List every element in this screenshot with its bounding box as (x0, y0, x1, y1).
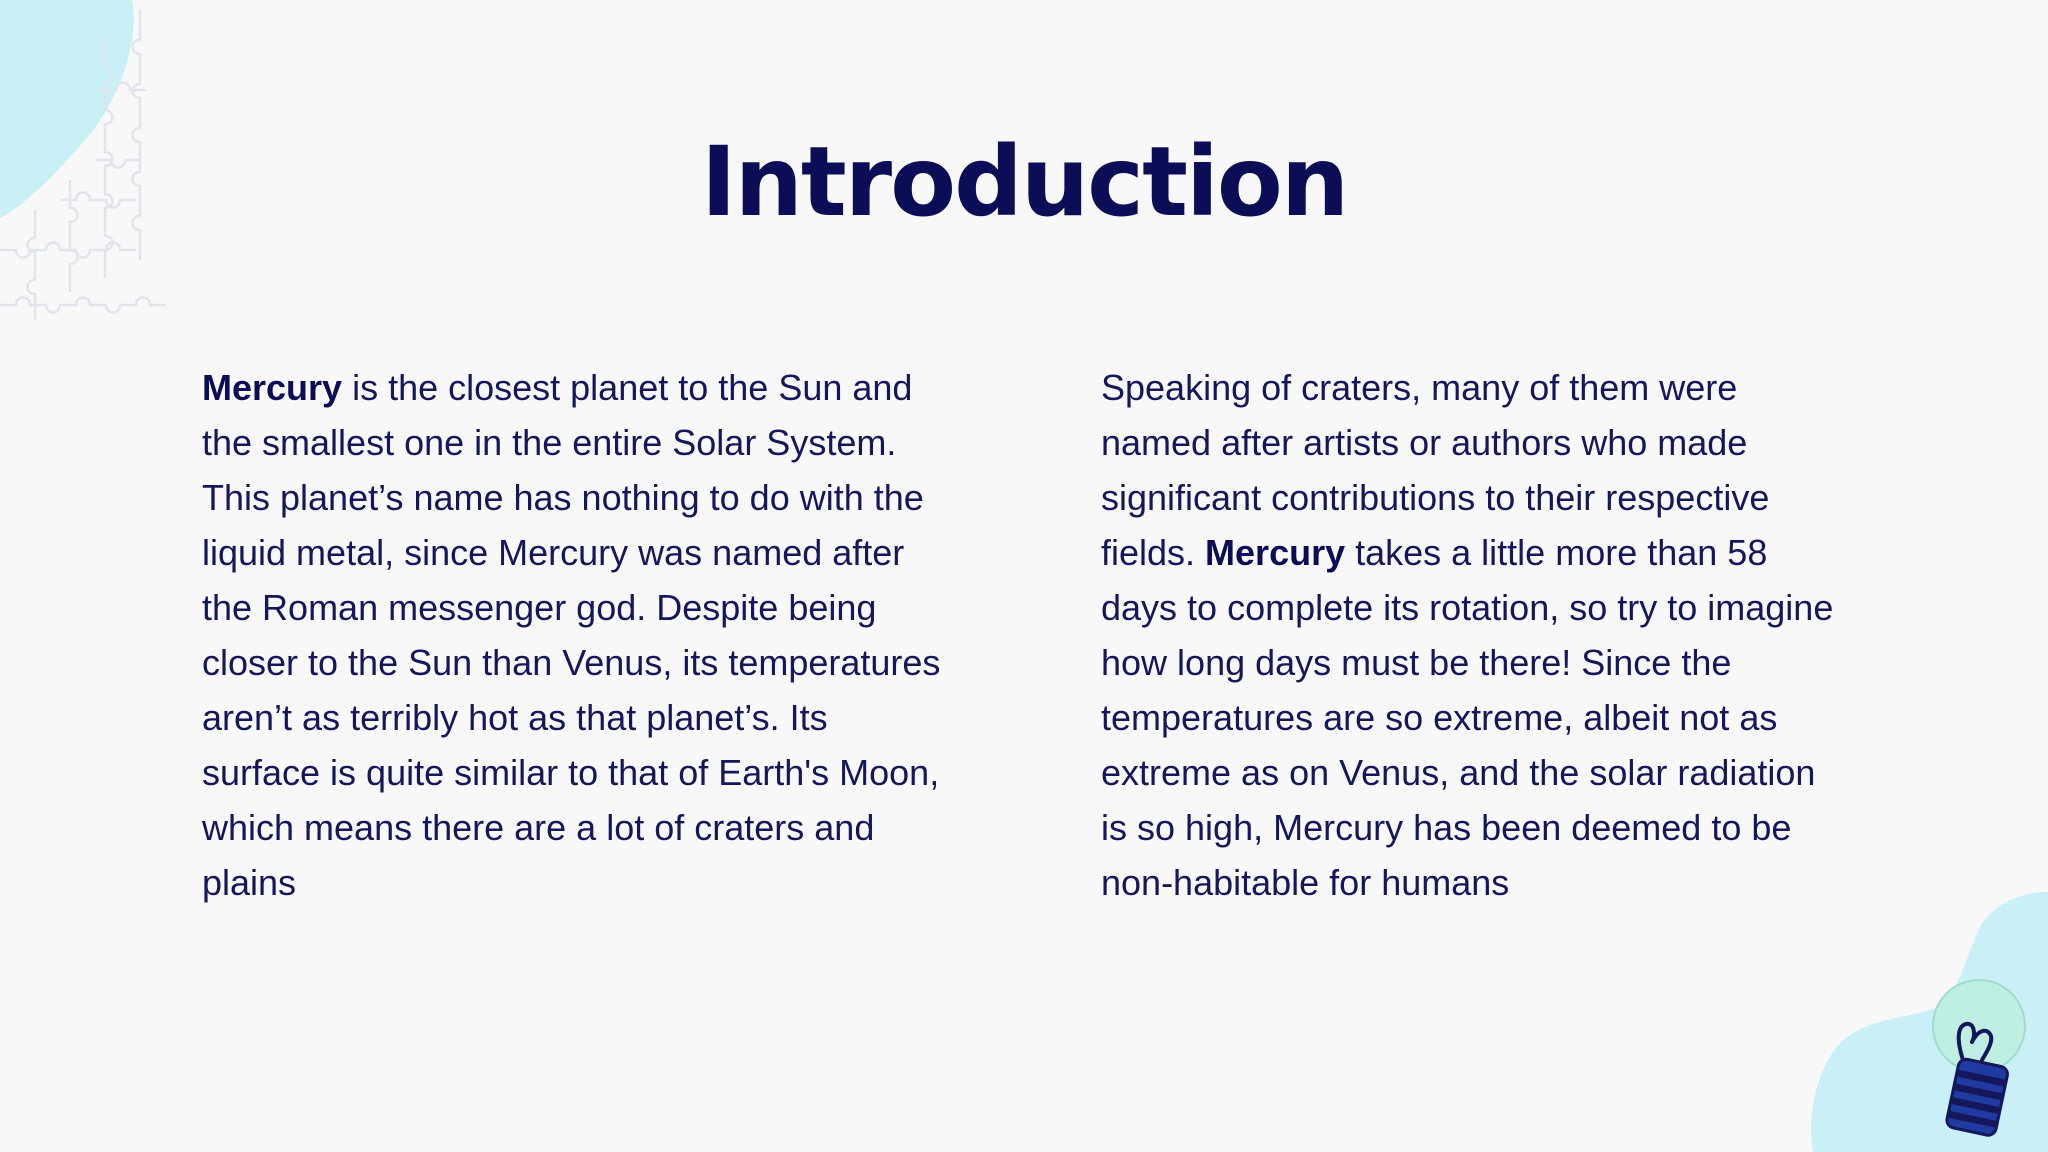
paragraph-text: Speaking of craters, many of them were named after artists or authors who made significant contributions to their respective fields. (1101, 367, 1770, 573)
bold-term: Mercury (202, 367, 343, 408)
body-column-left (202, 360, 952, 910)
bold-term: Mercury (1205, 532, 1346, 573)
body-column-right (1101, 360, 1851, 910)
paragraph-text: is the closest planet to the Sun and the smallest one in the entire Solar System. This planet’s name has nothing to do with the liquid metal, since Mercury was named after the Roman messenger god. Despite being closer to the Sun than Venus, its temperatures aren’t as terribly hot as that planet’s. Its surface is quite similar to that of Earth's Moon, which means there are a lot of craters and plains (202, 367, 941, 903)
lightbulb-icon (1928, 978, 2028, 1138)
decorative-blob-bottom-right (1798, 892, 2048, 1152)
paragraph-text: takes a little more than 58 days to complete its rotation, so try to imagine how long days must be there! Since the temperatures are so extreme, albeit not as extreme as on Venus, and the solar radiation is so high, Mercury has been deemed to be non-habitable for humans (1101, 532, 1834, 903)
slide-title: Introduction (700, 126, 1348, 238)
